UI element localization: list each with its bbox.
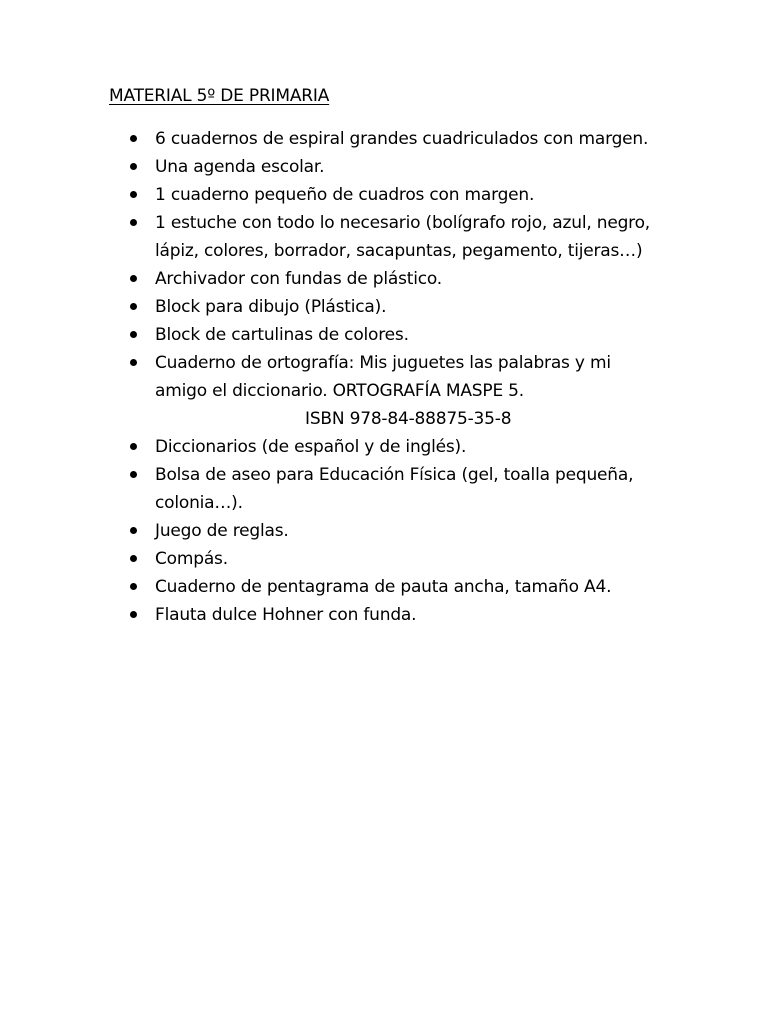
list-item: [130, 573, 690, 601]
bullet-icon: [130, 331, 137, 338]
list-item: [130, 461, 690, 517]
bullet-icon: [130, 583, 137, 590]
list-item: [130, 153, 690, 181]
bullet-icon: [130, 471, 137, 478]
list-item: [130, 209, 690, 265]
item-text: 1 estuche con todo lo necesario (bolígrafo rojo, azul, negro,: [155, 213, 651, 233]
list-item: [130, 545, 690, 573]
item-text: Archivador con fundas de plástico.: [155, 269, 442, 289]
item-text: Flauta dulce Hohner con funda.: [155, 605, 417, 625]
bullet-icon: [130, 555, 137, 562]
item-text-continued: colonia…).: [155, 493, 243, 513]
item-text: Block de cartulinas de colores.: [155, 325, 409, 345]
item-text: 6 cuadernos de espiral grandes cuadriculados con margen.: [155, 129, 649, 149]
item-text: Diccionarios (de español y de inglés).: [155, 437, 467, 457]
item-text: Compás.: [155, 549, 228, 569]
item-text: Una agenda escolar.: [155, 157, 325, 177]
bullet-icon: [130, 443, 137, 450]
isbn-text: ISBN 978-84-88875-35-8: [305, 409, 512, 429]
list-item: [130, 349, 690, 433]
item-text: Juego de reglas.: [155, 521, 289, 541]
list-item: [130, 433, 690, 461]
bullet-icon: [130, 191, 137, 198]
material-list: [130, 125, 690, 629]
item-text-continued: lápiz, colores, borrador, sacapuntas, pegamento, tijeras…): [155, 241, 643, 261]
item-text-continued: amigo el diccionario. ORTOGRAFÍA MASPE 5.: [155, 381, 525, 401]
bullet-icon: [130, 219, 137, 226]
item-text: 1 cuaderno pequeño de cuadros con margen.: [155, 185, 535, 205]
list-item: [130, 601, 690, 629]
item-text: Cuaderno de pentagrama de pauta ancha, tamaño A4.: [155, 577, 612, 597]
list-item: [130, 517, 690, 545]
bullet-icon: [130, 527, 137, 534]
page-title: MATERIAL 5º DE PRIMARIA: [109, 86, 330, 106]
list-item: [130, 181, 690, 209]
bullet-icon: [130, 611, 137, 618]
item-text: Cuaderno de ortografía: Mis juguetes las palabras y mi: [155, 353, 611, 373]
list-item: [130, 321, 690, 349]
bullet-icon: [130, 135, 137, 142]
item-text: Block para dibujo (Plástica).: [155, 297, 387, 317]
bullet-icon: [130, 303, 137, 310]
list-item: [130, 125, 690, 153]
list-item: [130, 293, 690, 321]
bullet-icon: [130, 359, 137, 366]
item-text: Bolsa de aseo para Educación Física (gel, toalla pequeña,: [155, 465, 634, 485]
bullet-icon: [130, 275, 137, 282]
list-item: [130, 265, 690, 293]
bullet-icon: [130, 163, 137, 170]
